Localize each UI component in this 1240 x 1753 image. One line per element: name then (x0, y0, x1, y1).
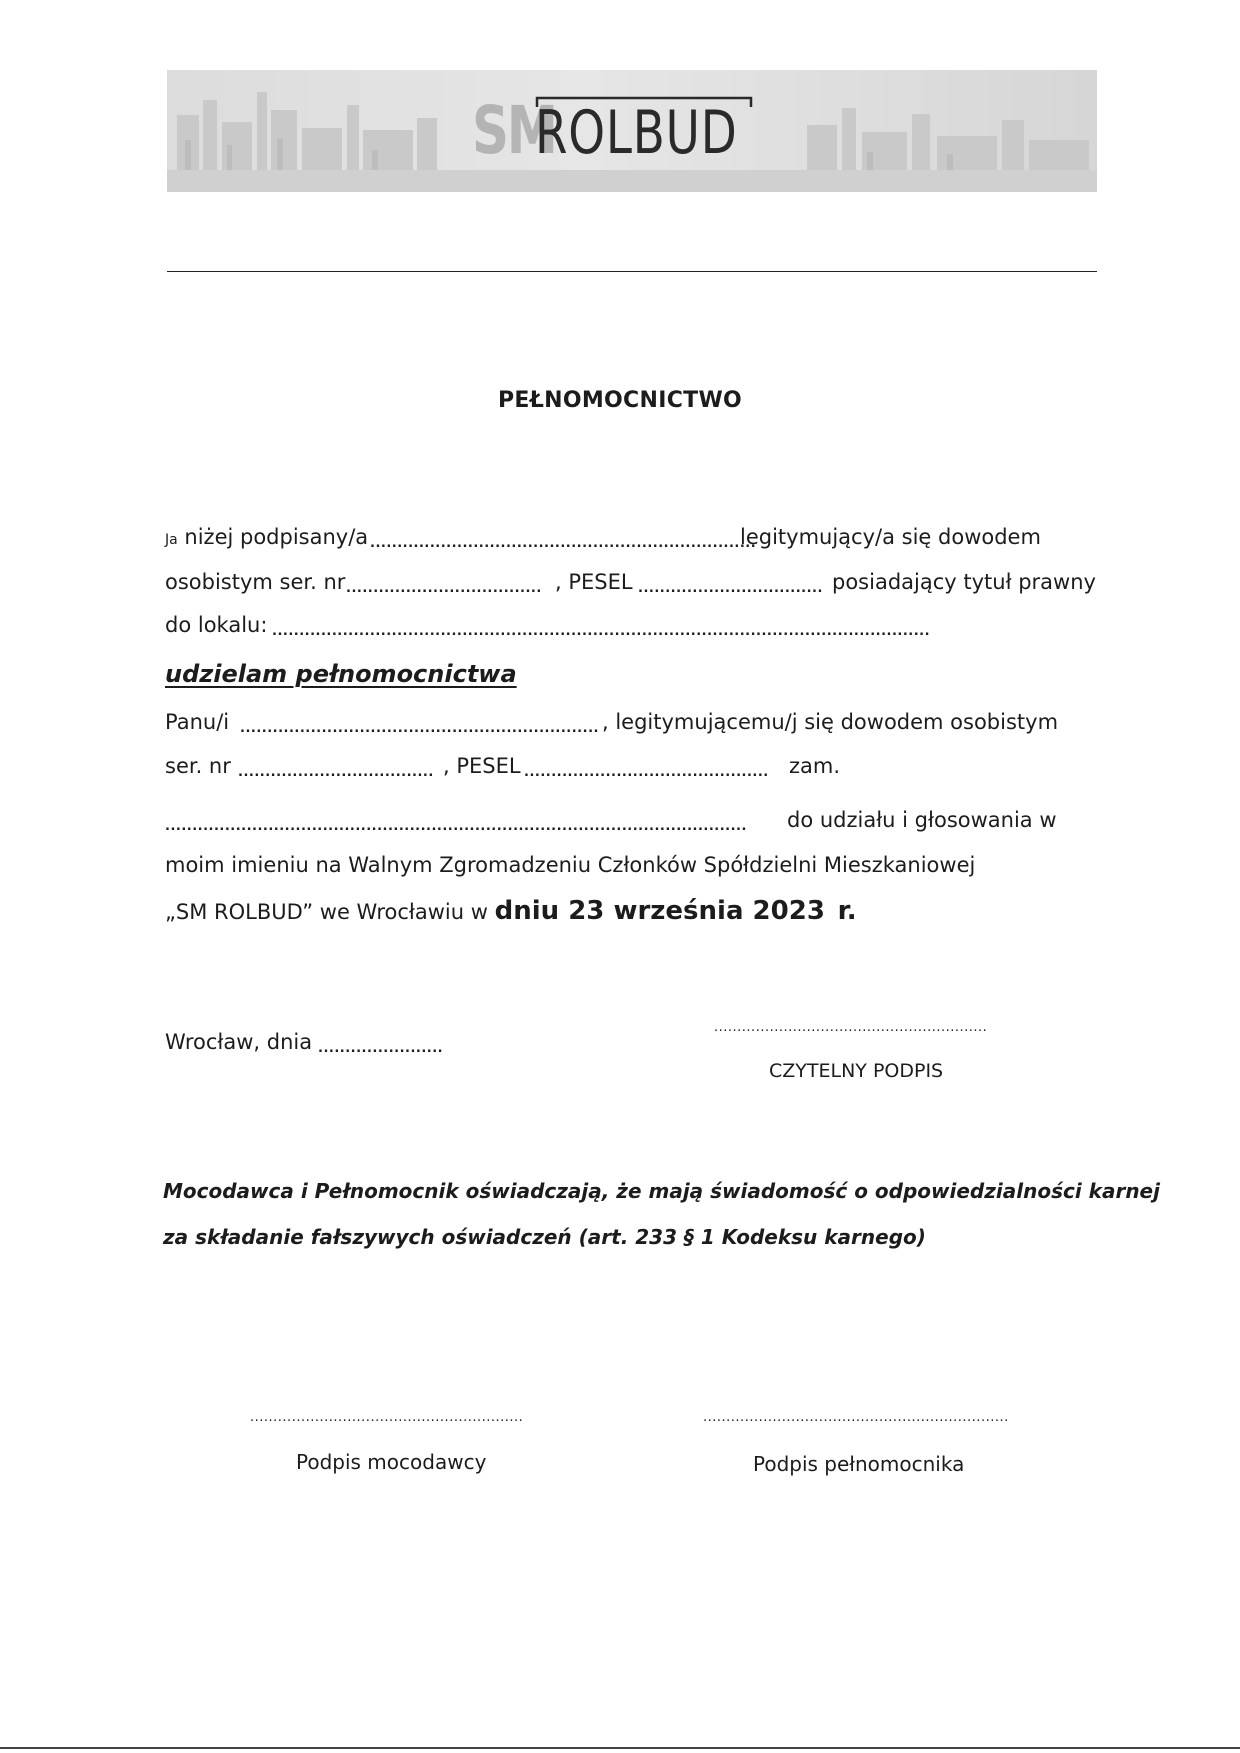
principal-signature-label: Podpis mocodawcy (296, 1450, 487, 1474)
logo-name: ROLBUD (535, 98, 738, 168)
attorney-pesel-field[interactable]: ............................................. (524, 765, 769, 780)
attorney-label: Panu/i (165, 710, 230, 734)
header-banner (167, 70, 1097, 192)
attorney-pesel-label: , PESEL (443, 754, 521, 778)
principal-signature-field[interactable]: ........................................................... (250, 1410, 524, 1425)
cooperative-name: „SM ROLBUD” we Wrocławiu w (165, 900, 488, 924)
attorney-id-series-label: ser. nr (165, 754, 231, 778)
place-date-label: Wrocław, dnia (165, 1030, 313, 1054)
page-bottom-edge (0, 1747, 1240, 1749)
principal-name-field[interactable]: ....................................................................... (370, 536, 757, 551)
attorney-id-number-field[interactable]: .................................... (238, 765, 434, 780)
statement-line-1: Mocodawca i Pełnomocnik oświadczają, że mają świadomość o odpowiedzialności karnej (163, 1179, 1160, 1203)
year-suffix: r. (837, 896, 857, 926)
statement-line-2: za składanie fałszywych oświadczeń (art. 233 § 1 Kodeksu karnego) (163, 1225, 926, 1249)
body-line-1 (165, 527, 368, 548)
attorney-signature-label: Podpis pełnomocnika (753, 1452, 965, 1476)
residence-label: zam. (789, 754, 841, 778)
meeting-date: dniu 23 września 2023 (494, 896, 825, 926)
cooperative-line (165, 898, 857, 924)
participation-text: do udziału i głosowania w (787, 808, 1057, 832)
principal-label: niżej podpisany/a (184, 525, 369, 549)
grant-heading: udzielam pełnomocnictwa (165, 660, 517, 688)
assembly-text: moim imieniu na Walnym Zgromadzeniu Członków Spółdzielni Mieszkaniowej (165, 853, 976, 877)
ja-text: Ja (165, 532, 178, 548)
principal-id-number-field[interactable]: .................................... (346, 581, 542, 596)
document-title: PEŁNOMOCNICTWO (497, 388, 743, 413)
principal-id-text: legitymujący/a się dowodem (740, 525, 1041, 549)
premises-address-field[interactable]: ......................................................................................................................... (272, 624, 931, 639)
header-divider (167, 271, 1097, 272)
attorney-name-field[interactable]: .................................................................. (240, 721, 599, 736)
readable-signature-label: CZYTELNY PODPIS (769, 1060, 944, 1082)
principal-pesel-label: , PESEL (555, 570, 633, 594)
legal-title-text: posiadający tytuł prawny (832, 570, 1096, 594)
date-field[interactable]: ....................... (318, 1041, 444, 1056)
attorney-address-field[interactable]: ........................................................................................................... (165, 819, 747, 834)
premises-label: do lokalu: (165, 613, 268, 637)
logo-prefix: SM (472, 92, 556, 169)
principal-pesel-field[interactable]: .................................. (638, 581, 823, 596)
principal-id-series-label: osobistym ser. nr (165, 570, 346, 594)
readable-signature-field[interactable]: ........................................................... (714, 1020, 988, 1035)
attorney-signature-field[interactable]: .................................................................. (703, 1410, 1009, 1425)
attorney-id-text: , legitymującemu/j się dowodem osobistym (602, 710, 1059, 734)
